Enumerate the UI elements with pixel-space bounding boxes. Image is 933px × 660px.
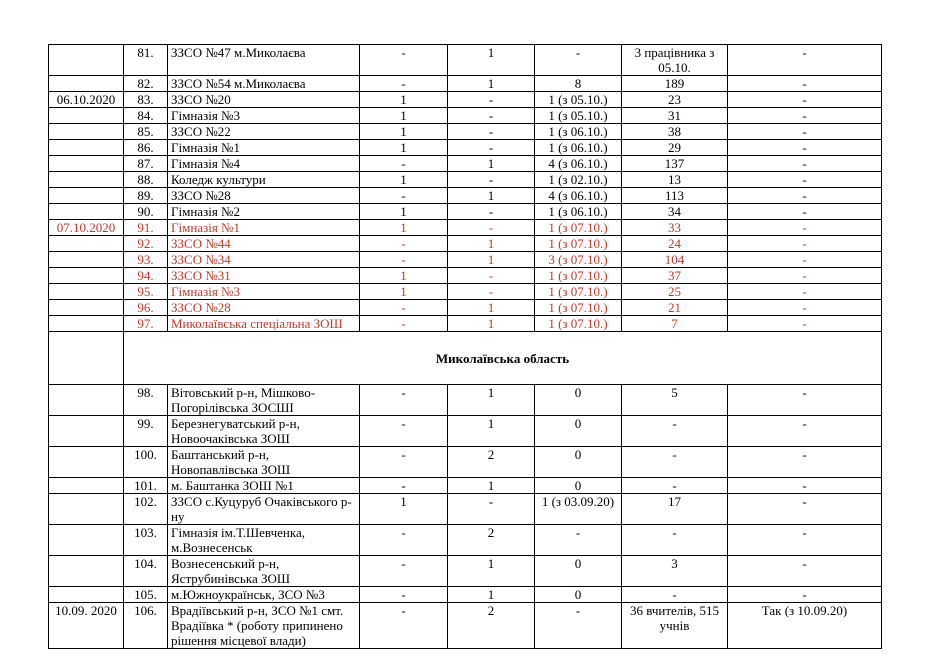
row-number-cell: 94.: [124, 268, 168, 284]
col-d-cell: 7: [622, 316, 728, 332]
col-e-cell: -: [728, 525, 882, 556]
col-a-cell: -: [360, 525, 448, 556]
col-c-cell: 1 (з 07.10.): [535, 268, 622, 284]
col-b-cell: 1: [448, 300, 535, 316]
col-c-cell: 4 (з 06.10.): [535, 188, 622, 204]
col-d-cell: 34: [622, 204, 728, 220]
col-a-cell: 1: [360, 108, 448, 124]
col-b-cell: 1: [448, 316, 535, 332]
school-name-cell: Гімназія №3: [168, 284, 360, 300]
section-title: Миколаївська область: [124, 332, 882, 385]
col-d-cell: 137: [622, 156, 728, 172]
col-d-cell: 31: [622, 108, 728, 124]
row-number-cell: 89.: [124, 188, 168, 204]
col-e-cell: -: [728, 220, 882, 236]
table-row: [49, 140, 882, 156]
col-b-cell: -: [448, 124, 535, 140]
col-b-cell: 2: [448, 447, 535, 478]
school-name-cell: Березнегуватський р-н, Новоочаківська ЗОШ: [168, 416, 360, 447]
col-b-cell: 1: [448, 556, 535, 587]
col-c-cell: 0: [535, 556, 622, 587]
school-name-cell: Гімназія ім.Т.Шевченка, м.Вознесенськ: [168, 525, 360, 556]
col-e-cell: -: [728, 140, 882, 156]
col-e-cell: -: [728, 124, 882, 140]
date-cell: [49, 124, 124, 140]
col-b-cell: 1: [448, 416, 535, 447]
section-header: [49, 332, 882, 385]
col-a-cell: -: [360, 45, 448, 76]
table-row: [49, 92, 882, 108]
row-number-cell: 103.: [124, 525, 168, 556]
col-c-cell: 4 (з 06.10.): [535, 156, 622, 172]
col-c-cell: 1 (з 07.10.): [535, 300, 622, 316]
col-a-cell: 1: [360, 140, 448, 156]
col-e-cell: -: [728, 204, 882, 220]
date-cell: [49, 204, 124, 220]
col-d-cell: 36 вчителів, 515 учнів: [622, 603, 728, 649]
date-cell: [49, 316, 124, 332]
col-c-cell: 1 (з 05.10.): [535, 92, 622, 108]
table-row: [49, 188, 882, 204]
col-b-cell: -: [448, 172, 535, 188]
row-number-cell: 82.: [124, 76, 168, 92]
table-row: [49, 172, 882, 188]
col-d-cell: 29: [622, 140, 728, 156]
table-row: [49, 45, 882, 76]
table-row: [49, 416, 882, 447]
col-b-cell: 1: [448, 156, 535, 172]
col-a-cell: 1: [360, 204, 448, 220]
date-cell: [49, 140, 124, 156]
col-a-cell: 1: [360, 92, 448, 108]
row-number-cell: 85.: [124, 124, 168, 140]
table-row: [49, 494, 882, 525]
col-a-cell: 1: [360, 124, 448, 140]
col-d-cell: 23: [622, 92, 728, 108]
date-cell: [49, 172, 124, 188]
col-c-cell: 1 (з 06.10.): [535, 204, 622, 220]
col-b-cell: -: [448, 108, 535, 124]
col-b-cell: 2: [448, 603, 535, 649]
col-e-cell: -: [728, 76, 882, 92]
col-b-cell: 1: [448, 76, 535, 92]
row-number-cell: 98.: [124, 385, 168, 416]
col-d-cell: 5: [622, 385, 728, 416]
school-name-cell: Гімназія №3: [168, 108, 360, 124]
table-body-city: [49, 45, 882, 332]
school-name-cell: м.Южноукраїнськ, ЗСО №3: [168, 587, 360, 603]
date-cell: [49, 525, 124, 556]
school-name-cell: ЗЗСО №44: [168, 236, 360, 252]
col-a-cell: 1: [360, 268, 448, 284]
date-cell: [49, 478, 124, 494]
date-cell: [49, 108, 124, 124]
col-e-cell: -: [728, 447, 882, 478]
col-d-cell: 38: [622, 124, 728, 140]
col-a-cell: 1: [360, 220, 448, 236]
col-c-cell: 1 (з 05.10.): [535, 108, 622, 124]
col-d-cell: -: [622, 587, 728, 603]
col-d-cell: 33: [622, 220, 728, 236]
col-c-cell: 0: [535, 478, 622, 494]
col-a-cell: -: [360, 252, 448, 268]
table-row: [49, 268, 882, 284]
school-name-cell: Вітовський р-н, Мішково-Погорілівська ЗОСШІ: [168, 385, 360, 416]
row-number-cell: 91.: [124, 220, 168, 236]
col-c-cell: -: [535, 525, 622, 556]
date-cell: [49, 236, 124, 252]
row-number-cell: 81.: [124, 45, 168, 76]
col-c-cell: 0: [535, 385, 622, 416]
table-row: [49, 76, 882, 92]
schools-table: [48, 44, 882, 649]
col-c-cell: 1 (з 03.09.20): [535, 494, 622, 525]
school-name-cell: ЗЗСО №47 м.Миколаєва: [168, 45, 360, 76]
col-c-cell: 0: [535, 587, 622, 603]
col-c-cell: 3 (з 07.10.): [535, 252, 622, 268]
col-c-cell: -: [535, 45, 622, 76]
table-row: [49, 236, 882, 252]
table-row: [49, 587, 882, 603]
date-cell: 07.10.2020: [49, 220, 124, 236]
col-c-cell: 1 (з 07.10.): [535, 316, 622, 332]
school-name-cell: Баштанський р-н, Новопавлівська ЗОШ: [168, 447, 360, 478]
row-number-cell: 100.: [124, 447, 168, 478]
date-cell: [49, 252, 124, 268]
col-c-cell: 0: [535, 416, 622, 447]
col-e-cell: -: [728, 172, 882, 188]
col-d-cell: 3 працівника з 05.10.: [622, 45, 728, 76]
col-e-cell: -: [728, 268, 882, 284]
col-d-cell: 3: [622, 556, 728, 587]
col-d-cell: -: [622, 416, 728, 447]
col-c-cell: 1 (з 07.10.): [535, 220, 622, 236]
col-b-cell: 1: [448, 188, 535, 204]
table-row: [49, 252, 882, 268]
col-c-cell: 8: [535, 76, 622, 92]
school-name-cell: Гімназія №4: [168, 156, 360, 172]
date-cell: [49, 284, 124, 300]
col-c-cell: 1 (з 06.10.): [535, 124, 622, 140]
col-b-cell: 1: [448, 236, 535, 252]
date-cell: [49, 416, 124, 447]
school-name-cell: Гімназія №1: [168, 220, 360, 236]
date-cell: [49, 494, 124, 525]
col-b-cell: -: [448, 494, 535, 525]
col-d-cell: 21: [622, 300, 728, 316]
school-name-cell: м. Баштанка ЗОШ №1: [168, 478, 360, 494]
row-number-cell: 83.: [124, 92, 168, 108]
col-a-cell: -: [360, 416, 448, 447]
col-c-cell: 1 (з 06.10.): [535, 140, 622, 156]
row-number-cell: 84.: [124, 108, 168, 124]
col-b-cell: 1: [448, 478, 535, 494]
col-b-cell: -: [448, 220, 535, 236]
date-cell: [49, 300, 124, 316]
col-c-cell: 0: [535, 447, 622, 478]
table-row: [49, 156, 882, 172]
table-row: [49, 300, 882, 316]
col-e-cell: -: [728, 587, 882, 603]
col-e-cell: -: [728, 416, 882, 447]
col-e-cell: -: [728, 156, 882, 172]
row-number-cell: 96.: [124, 300, 168, 316]
date-cell: [49, 156, 124, 172]
school-name-cell: Миколаївська спеціальна ЗОШ: [168, 316, 360, 332]
col-e-cell: -: [728, 494, 882, 525]
row-number-cell: 90.: [124, 204, 168, 220]
table-body-oblast: [49, 385, 882, 649]
col-a-cell: -: [360, 156, 448, 172]
table-row: [49, 108, 882, 124]
col-a-cell: -: [360, 478, 448, 494]
col-b-cell: 1: [448, 252, 535, 268]
col-e-cell: -: [728, 45, 882, 76]
col-b-cell: -: [448, 140, 535, 156]
school-name-cell: Коледж культури: [168, 172, 360, 188]
row-number-cell: 104.: [124, 556, 168, 587]
table-row: [49, 284, 882, 300]
table-row: [49, 124, 882, 140]
col-a-cell: -: [360, 76, 448, 92]
school-name-cell: ЗЗСО №28: [168, 300, 360, 316]
table-row: [49, 385, 882, 416]
col-e-cell: -: [728, 316, 882, 332]
table-row: [49, 603, 882, 649]
school-name-cell: ЗЗСО №54 м.Миколаєва: [168, 76, 360, 92]
row-number-cell: 95.: [124, 284, 168, 300]
table-row: [49, 525, 882, 556]
date-cell: [49, 45, 124, 76]
col-e-cell: Так (з 10.09.20): [728, 603, 882, 649]
row-number-cell: 93.: [124, 252, 168, 268]
col-d-cell: 13: [622, 172, 728, 188]
col-e-cell: -: [728, 92, 882, 108]
col-b-cell: 2: [448, 525, 535, 556]
row-number-cell: 106.: [124, 603, 168, 649]
col-d-cell: -: [622, 447, 728, 478]
school-name-cell: Вознесенський р-н, Яструбинівська ЗОШ: [168, 556, 360, 587]
col-b-cell: -: [448, 92, 535, 108]
col-a-cell: -: [360, 587, 448, 603]
col-b-cell: -: [448, 284, 535, 300]
col-a-cell: 1: [360, 172, 448, 188]
row-number-cell: 92.: [124, 236, 168, 252]
col-e-cell: -: [728, 300, 882, 316]
school-name-cell: ЗЗСО №20: [168, 92, 360, 108]
col-d-cell: 113: [622, 188, 728, 204]
row-number-cell: 102.: [124, 494, 168, 525]
col-b-cell: -: [448, 204, 535, 220]
row-number-cell: 97.: [124, 316, 168, 332]
col-b-cell: -: [448, 268, 535, 284]
date-cell: [49, 385, 124, 416]
date-cell: [49, 76, 124, 92]
col-d-cell: 189: [622, 76, 728, 92]
col-c-cell: 1 (з 07.10.): [535, 284, 622, 300]
date-cell: [49, 268, 124, 284]
col-e-cell: -: [728, 478, 882, 494]
col-e-cell: -: [728, 188, 882, 204]
date-cell: 10.09. 2020: [49, 603, 124, 649]
row-number-cell: 88.: [124, 172, 168, 188]
table-row: [49, 220, 882, 236]
col-d-cell: 17: [622, 494, 728, 525]
col-d-cell: -: [622, 478, 728, 494]
date-cell: 06.10.2020: [49, 92, 124, 108]
date-cell: [49, 447, 124, 478]
col-a-cell: 1: [360, 494, 448, 525]
col-d-cell: 24: [622, 236, 728, 252]
col-a-cell: 1: [360, 284, 448, 300]
table-row: [49, 478, 882, 494]
col-a-cell: -: [360, 447, 448, 478]
row-number-cell: 87.: [124, 156, 168, 172]
table-row: [49, 447, 882, 478]
col-c-cell: 1 (з 07.10.): [535, 236, 622, 252]
school-name-cell: Гімназія №1: [168, 140, 360, 156]
school-name-cell: ЗЗСО №31: [168, 268, 360, 284]
col-b-cell: 1: [448, 45, 535, 76]
col-d-cell: 25: [622, 284, 728, 300]
row-number-cell: 99.: [124, 416, 168, 447]
school-name-cell: ЗЗСО №28: [168, 188, 360, 204]
col-e-cell: -: [728, 252, 882, 268]
col-e-cell: -: [728, 236, 882, 252]
col-d-cell: 104: [622, 252, 728, 268]
row-number-cell: 86.: [124, 140, 168, 156]
col-e-cell: -: [728, 284, 882, 300]
col-d-cell: 37: [622, 268, 728, 284]
col-d-cell: -: [622, 525, 728, 556]
date-cell: [49, 556, 124, 587]
col-b-cell: 1: [448, 587, 535, 603]
col-a-cell: -: [360, 300, 448, 316]
col-c-cell: -: [535, 603, 622, 649]
col-a-cell: -: [360, 236, 448, 252]
school-name-cell: ЗЗСО с.Куцуруб Очаківського р-ну: [168, 494, 360, 525]
col-e-cell: -: [728, 385, 882, 416]
col-a-cell: -: [360, 188, 448, 204]
col-a-cell: -: [360, 556, 448, 587]
table-row: [49, 316, 882, 332]
col-a-cell: -: [360, 316, 448, 332]
date-cell: [49, 188, 124, 204]
col-a-cell: -: [360, 385, 448, 416]
col-b-cell: 1: [448, 385, 535, 416]
school-name-cell: Гімназія №2: [168, 204, 360, 220]
row-number-cell: 105.: [124, 587, 168, 603]
col-e-cell: -: [728, 556, 882, 587]
school-name-cell: ЗЗСО №22: [168, 124, 360, 140]
col-a-cell: -: [360, 603, 448, 649]
col-c-cell: 1 (з 02.10.): [535, 172, 622, 188]
date-cell: [49, 587, 124, 603]
school-name-cell: ЗЗСО №34: [168, 252, 360, 268]
row-number-cell: 101.: [124, 478, 168, 494]
table-row: [49, 204, 882, 220]
table-row: [49, 556, 882, 587]
school-name-cell: Врадіївський р-н, ЗСО №1 смт. Врадіївка * (роботу припинено рішення місцевої влади): [168, 603, 360, 649]
col-e-cell: -: [728, 108, 882, 124]
